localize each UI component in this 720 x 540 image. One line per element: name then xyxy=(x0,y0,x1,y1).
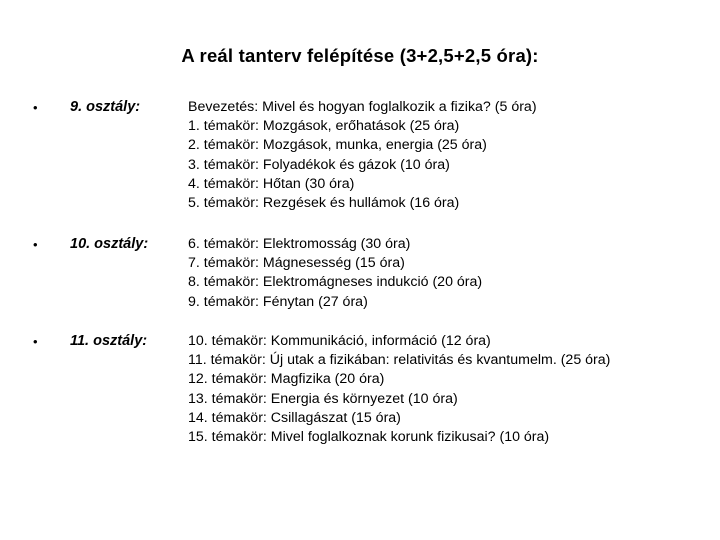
topic-item: 8. témakör: Elektromágneses indukció (20 óra) xyxy=(188,274,483,291)
topic-item: 12. témakör: Magfizika (20 óra) xyxy=(188,371,385,388)
topic-item: 14. témakör: Csillagászat (15 óra) xyxy=(188,409,401,426)
topic-item: 15. témakör: Mivel foglalkoznak korunk fizikusai? (10 óra) xyxy=(188,429,550,446)
topic-item: 9. témakör: Fénytan (27 óra) xyxy=(188,293,368,310)
topic-item: 6. témakör: Elektromosság (30 óra) xyxy=(188,236,411,252)
topic-item: 7. témakör: Mágnesesség (15 óra) xyxy=(188,255,405,272)
topic-item: 10. témakör: Kommunikáció, információ (12 óra) xyxy=(188,333,491,349)
bullet-icon: • xyxy=(33,334,38,349)
bullet-icon: • xyxy=(33,237,38,252)
topic-item: 3. témakör: Folyadékok és gázok (10 óra) xyxy=(188,156,450,173)
topic-item: Bevezetés: Mivel és hogyan foglalkozik a fizika? (5 óra) xyxy=(188,99,537,115)
topic-item: 1. témakör: Mozgások, erőhatások (25 óra) xyxy=(188,118,460,135)
topic-list xyxy=(188,98,537,213)
bullet-icon: • xyxy=(33,100,38,115)
topic-item: 11. témakör: Új utak a fizikában: relativitás és kvantumelm. (25 óra) xyxy=(188,352,611,369)
grade-label: 10. osztály: xyxy=(70,236,149,252)
grade-label: 9. osztály: xyxy=(70,99,141,115)
topic-item: 5. témakör: Rezgések és hullámok (16 óra) xyxy=(188,195,460,212)
topic-list xyxy=(188,235,482,312)
slide-title: A reál tanterv felépítése (3+2,5+2,5 óra): xyxy=(181,45,539,66)
topic-list xyxy=(188,332,610,447)
topic-item: 13. témakör: Energia és környezet (10 óra) xyxy=(188,390,458,407)
topic-item: 2. témakör: Mozgások, munka, energia (25 óra) xyxy=(188,137,487,154)
grade-label: 11. osztály: xyxy=(70,333,148,349)
topic-item: 4. témakör: Hőtan (30 óra) xyxy=(188,175,355,192)
